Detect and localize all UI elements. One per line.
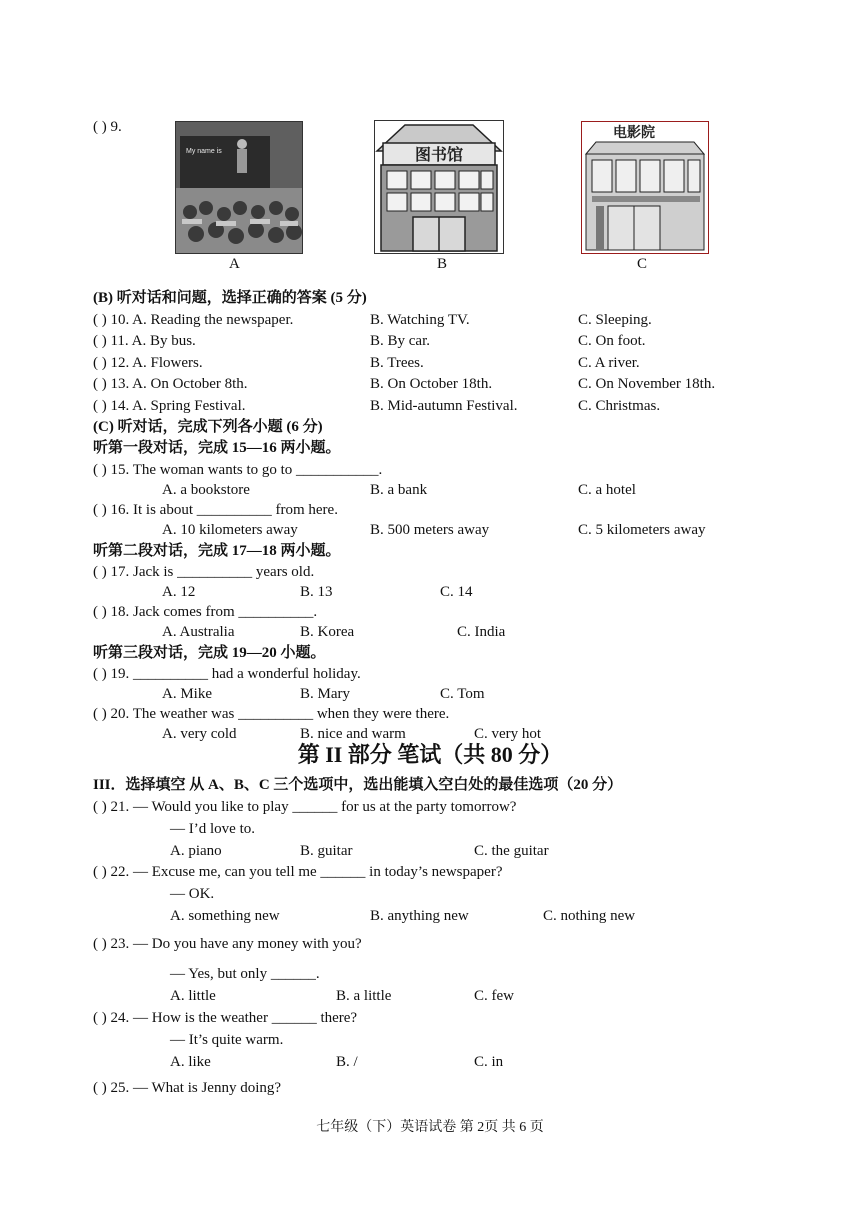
q21-option-c: C. the guitar bbox=[474, 843, 549, 859]
q24-option-c: C. in bbox=[474, 1054, 504, 1070]
q23-stem: ( ) 23. — Do you have any money with you? bbox=[93, 936, 362, 952]
q18-option-b: B. Korea bbox=[300, 624, 355, 640]
q24-stem: ( ) 24. — How is the weather ______ there? bbox=[93, 1010, 358, 1026]
section-c-part1: 听第一段对话，完成 15—16 两小题。 bbox=[93, 440, 341, 456]
q24-reply: — It’s quite warm. bbox=[170, 1032, 284, 1048]
cinema-sign: 电影院 bbox=[613, 125, 655, 141]
q23-option-a: A. little bbox=[170, 988, 216, 1004]
q15-option-a: A. a bookstore bbox=[162, 482, 250, 498]
q15-option-b: B. a bank bbox=[370, 482, 428, 498]
q20-option-a: A. very cold bbox=[162, 726, 237, 742]
q21-option-a: A. piano bbox=[170, 843, 222, 859]
q15-option-c: C. a hotel bbox=[578, 482, 636, 498]
part-2-title: 第 II 部分 笔试（共 80 分） bbox=[297, 742, 563, 767]
q10-stem: ( ) 10. A. Reading the newspaper. bbox=[93, 312, 294, 328]
q22-option-b: B. anything new bbox=[370, 908, 469, 924]
q25-stem: ( ) 25. — What is Jenny doing? bbox=[93, 1080, 282, 1096]
q11-option-c: C. On foot. bbox=[578, 333, 646, 349]
q21-reply: — I’d love to. bbox=[170, 821, 255, 837]
q20-stem: ( ) 20. The weather was __________ when they were there. bbox=[93, 706, 450, 722]
q19-option-b: B. Mary bbox=[300, 686, 350, 702]
q12-stem: ( ) 12. A. Flowers. bbox=[93, 355, 203, 371]
page-footer: 七年级（下）英语试卷 第 2页 共 6 页 bbox=[316, 1120, 544, 1135]
q16-option-a: A. 10 kilometers away bbox=[162, 522, 298, 538]
q18-option-c: C. India bbox=[457, 624, 506, 640]
q19-option-a: A. Mike bbox=[162, 686, 212, 702]
section-b-title: (B) 听对话和问题，选择正确的答案 (5 分) bbox=[93, 290, 367, 306]
q19-stem: ( ) 19. __________ had a wonderful holiday. bbox=[93, 666, 361, 682]
q17-option-c: C. 14 bbox=[440, 584, 473, 600]
q17-option-a: A. 12 bbox=[162, 584, 196, 600]
q23-reply: — Yes, but only ______. bbox=[170, 966, 320, 982]
q16-stem: ( ) 16. It is about __________ from here. bbox=[93, 502, 338, 518]
q13-stem: ( ) 13. A. On October 8th. bbox=[93, 376, 248, 392]
section-c-title: (C) 听对话，完成下列各小题 (6 分) bbox=[93, 419, 323, 435]
q21-stem: ( ) 21. — Would you like to play ______ for us at the party tomorrow? bbox=[93, 799, 517, 815]
q10-option-b: B. Watching TV. bbox=[370, 312, 470, 328]
cinema-illustration bbox=[582, 122, 707, 252]
classroom-illustration bbox=[176, 122, 302, 253]
q12-option-c: C. A river. bbox=[578, 355, 640, 371]
q14-option-b: B. Mid-autumn Festival. bbox=[370, 398, 518, 414]
q23-option-b: B. a little bbox=[336, 988, 392, 1004]
q22-reply: — OK. bbox=[170, 886, 215, 902]
q22-option-c: C. nothing new bbox=[543, 908, 636, 924]
caption-a: A bbox=[229, 256, 240, 272]
q24-option-a: A. like bbox=[170, 1054, 211, 1070]
q16-option-c: C. 5 kilometers away bbox=[578, 522, 706, 538]
q18-option-a: A. Australia bbox=[162, 624, 235, 640]
caption-c: C bbox=[637, 256, 648, 272]
q22-option-a: A. something new bbox=[170, 908, 280, 924]
q13-option-c: C. On November 18th. bbox=[578, 376, 716, 392]
q10-option-c: C. Sleeping. bbox=[578, 312, 652, 328]
q12-option-b: B. Trees. bbox=[370, 355, 424, 371]
section-c-part3: 听第三段对话，完成 19—20 小题。 bbox=[93, 645, 326, 661]
section-c-part2: 听第二段对话，完成 17—18 两小题。 bbox=[93, 543, 341, 559]
library-illustration bbox=[375, 121, 503, 253]
q17-stem: ( ) 17. Jack is __________ years old. bbox=[93, 564, 315, 580]
q13-option-b: B. On October 18th. bbox=[370, 376, 493, 392]
q11-option-b: B. By car. bbox=[370, 333, 430, 349]
q23-option-c: C. few bbox=[474, 988, 514, 1004]
q18-stem: ( ) 18. Jack comes from __________. bbox=[93, 604, 318, 620]
board-text: My name is bbox=[186, 148, 222, 155]
section-iii-title: III．选择填空 从 A、B、C 三个选项中，选出能填入空白处的最佳选项（20 分） bbox=[93, 777, 623, 793]
q9-number: ( ) 9. bbox=[93, 119, 122, 135]
classroom-picture-a bbox=[175, 121, 303, 254]
q22-stem: ( ) 22. — Excuse me, can you tell me ______ in today’s newspaper? bbox=[93, 864, 503, 880]
q16-option-b: B. 500 meters away bbox=[370, 522, 490, 538]
q24-option-b: B. / bbox=[336, 1054, 358, 1070]
q21-option-b: B. guitar bbox=[300, 843, 353, 859]
library-sign: 图书馆 bbox=[414, 145, 464, 164]
q11-stem: ( ) 11. A. By bus. bbox=[93, 333, 196, 349]
q20-option-c: C. very hot bbox=[474, 726, 542, 742]
q15-stem: ( ) 15. The woman wants to go to ___________. bbox=[93, 462, 383, 478]
caption-b: B bbox=[437, 256, 448, 272]
q17-option-b: B. 13 bbox=[300, 584, 333, 600]
cinema-picture-c bbox=[581, 121, 709, 254]
library-picture-b bbox=[374, 120, 504, 254]
q14-stem: ( ) 14. A. Spring Festival. bbox=[93, 398, 246, 414]
q20-option-b: B. nice and warm bbox=[300, 726, 406, 742]
q19-option-c: C. Tom bbox=[440, 686, 485, 702]
q14-option-c: C. Christmas. bbox=[578, 398, 661, 414]
